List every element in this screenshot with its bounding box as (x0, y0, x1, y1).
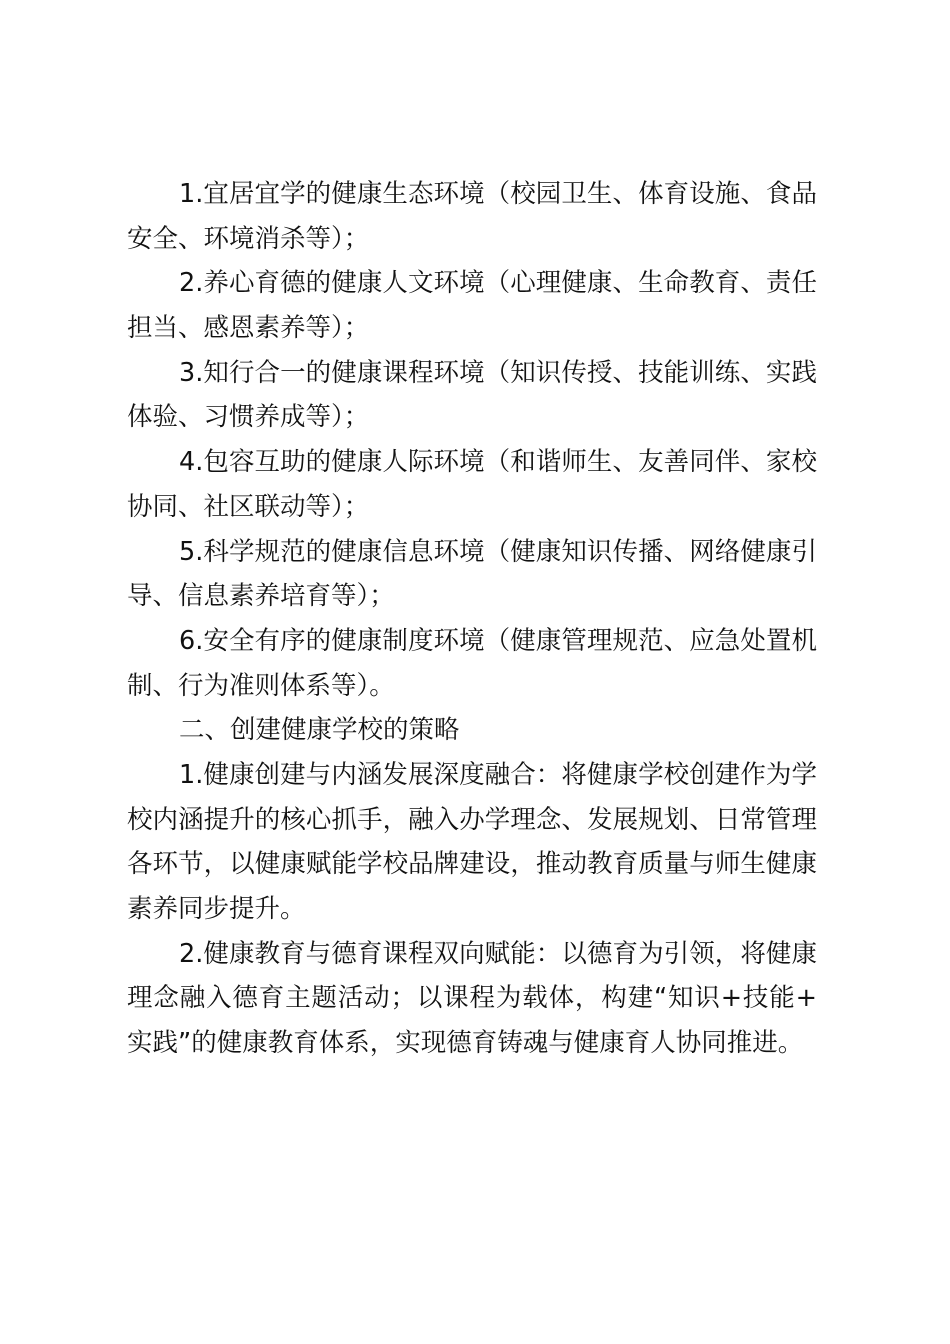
paragraph-line: 1.健康创建与内涵发展深度融合：将健康学校创建作为学 (179, 759, 817, 790)
paragraph-line: 实践”的健康教育体系，实现德育铸魂与健康育人协同推进。 (127, 1028, 804, 1059)
paragraph-line: 3.知行合一的健康课程环境（知识传授、技能训练、实践 (179, 357, 817, 388)
paragraph-line: 制、行为准则体系等）。 (127, 670, 395, 701)
paragraph-line: 2.健康教育与德育课程双向赋能：以德育为引领，将健康 (179, 938, 817, 969)
paragraph-line: 体验、习惯养成等）； (127, 402, 370, 433)
paragraph-line: 5.科学规范的健康信息环境（健康知识传播、网络健康引 (179, 536, 817, 567)
paragraph-line: 理念融入德育主题活动；以课程为载体，构建“知识+技能+ (127, 983, 817, 1014)
paragraph-line: 1.宜居宜学的健康生态环境（校园卫生、体育设施、食品 (179, 179, 817, 209)
section-heading: 二、创建健康学校的策略 (179, 715, 460, 746)
paragraph-line: 导、信息素养培育等）； (127, 581, 395, 612)
paragraph-line: 安全、环境消杀等）； (127, 223, 370, 254)
paragraph-line: 4.包容互助的健康人际环境（和谐师生、友善同伴、家校 (179, 447, 817, 478)
paragraph-line: 2.养心育德的健康人文环境（心理健康、生命教育、责任 (179, 268, 817, 299)
paragraph-line: 各环节，以健康赋能学校品牌建设，推动教育质量与师生健康 (127, 849, 817, 880)
paragraph-line: 6.安全有序的健康制度环境（健康管理规范、应急处置机 (179, 625, 817, 656)
paragraph-line: 校内涵提升的核心抓手，融入办学理念、发展规划、日常管理 (127, 804, 817, 835)
document-body (127, 172, 817, 1066)
paragraph-line: 协同、社区联动等）； (127, 491, 370, 522)
paragraph-line: 担当、感恩素养等）； (127, 313, 370, 344)
paragraph-line: 素养同步提升。 (127, 894, 306, 924)
